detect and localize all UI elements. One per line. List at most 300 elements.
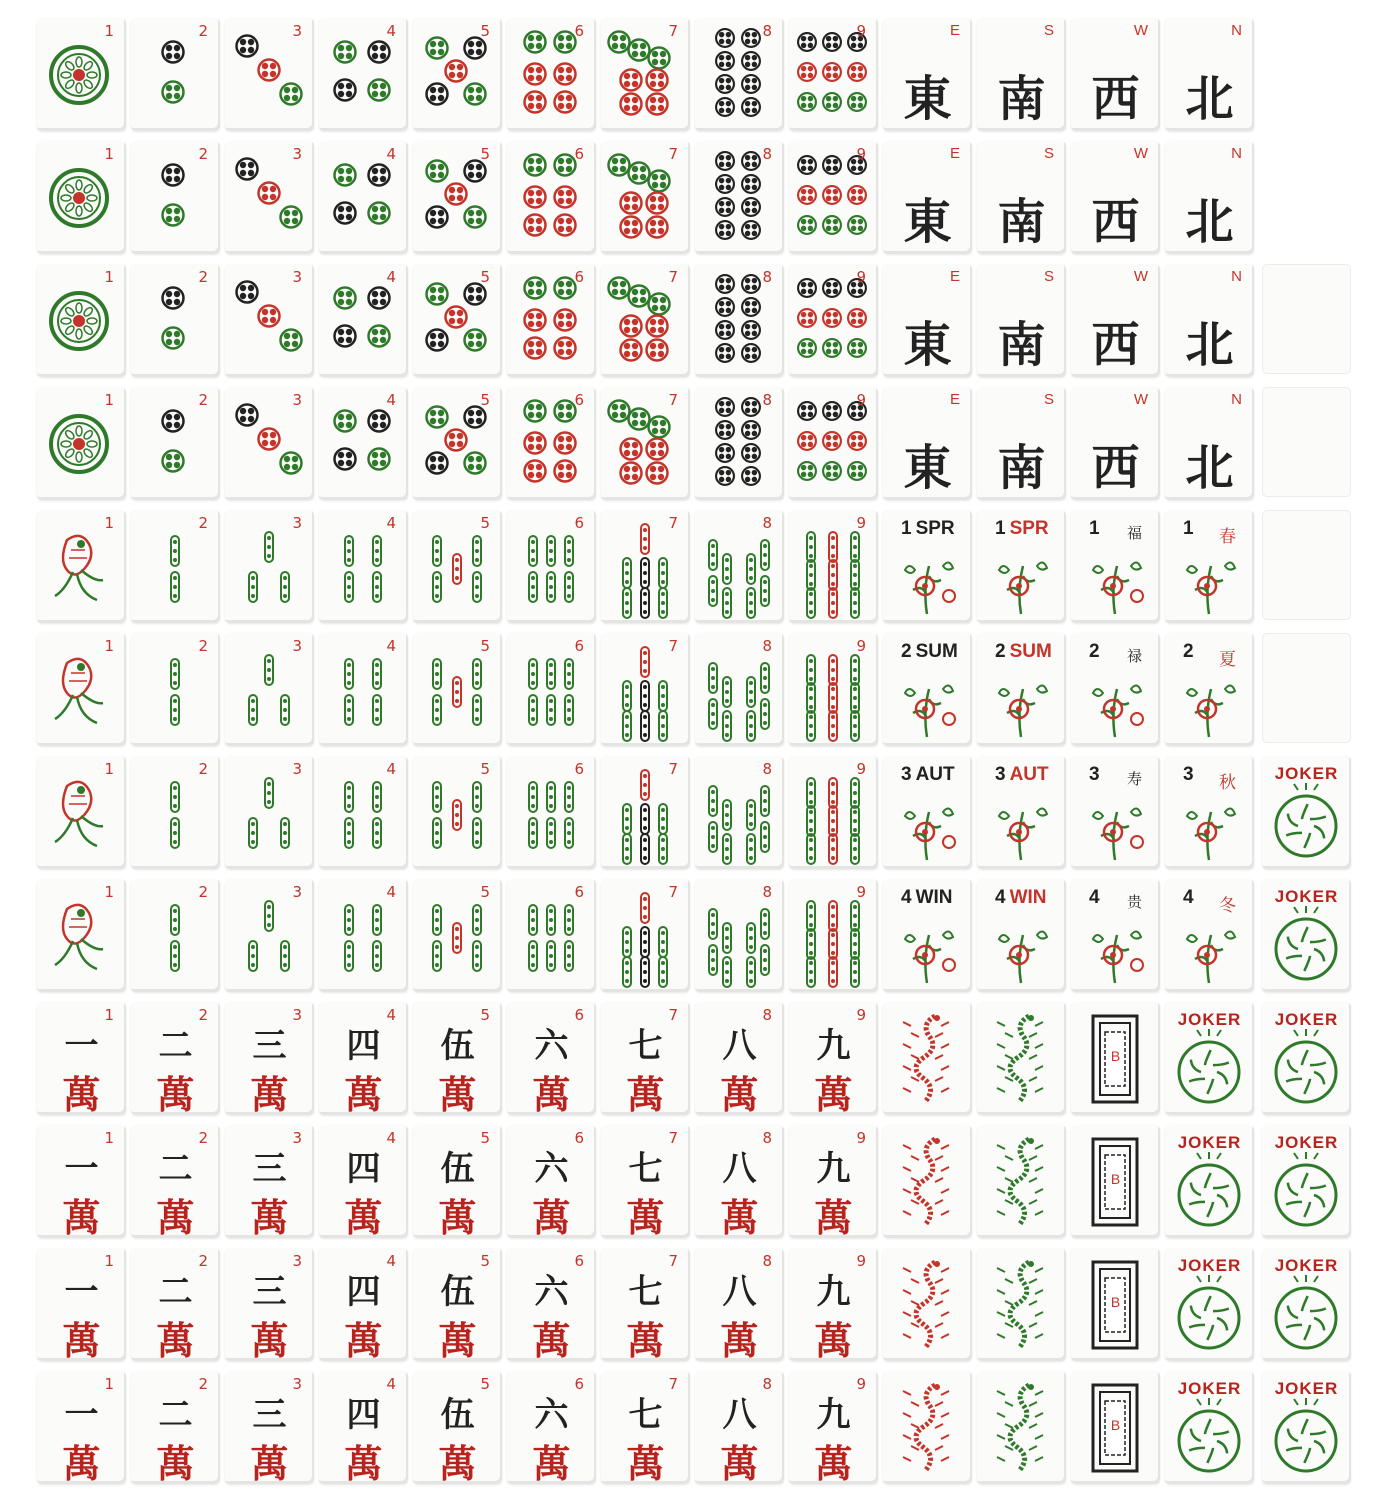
flower-number: 1: [995, 518, 1006, 539]
tile-crak[interactable]: [225, 1371, 314, 1484]
tile-dot[interactable]: [695, 387, 784, 500]
flower-icon: [1165, 756, 1254, 869]
tile-crak[interactable]: [225, 1002, 314, 1115]
tile-bam[interactable]: [225, 879, 314, 992]
wind-letter: S: [1043, 22, 1054, 39]
tile-wind[interactable]: [1165, 264, 1254, 377]
tile-bam[interactable]: [225, 510, 314, 623]
tile-bam[interactable]: [789, 879, 878, 992]
flower-label: [995, 641, 1052, 663]
wind-character: 南: [997, 194, 1046, 250]
tile-number: 2: [198, 883, 208, 901]
crak-wan-character: 萬: [532, 1072, 571, 1115]
tile-number: 4: [386, 1252, 396, 1270]
tile-number: 7: [668, 391, 678, 409]
tile-bam[interactable]: [601, 633, 690, 746]
tile-number: 3: [292, 883, 302, 901]
flower-number: 3: [901, 764, 912, 785]
tile-wind[interactable]: [1071, 141, 1160, 254]
flower-character: 寿: [1126, 770, 1142, 788]
tile-bam[interactable]: [319, 879, 408, 992]
tile-joker[interactable]: [1262, 1002, 1351, 1115]
tile-bam[interactable]: [37, 510, 126, 623]
tile-bam[interactable]: [507, 879, 596, 992]
tile-wind[interactable]: [1071, 264, 1160, 377]
tile-crak[interactable]: [695, 1248, 784, 1361]
tile-joker[interactable]: [1165, 1248, 1254, 1361]
flower-icon: [1165, 510, 1254, 623]
tile-dot[interactable]: [37, 141, 126, 254]
tile-joker[interactable]: [1262, 756, 1351, 869]
tile-crak[interactable]: [695, 1371, 784, 1484]
tile-dot[interactable]: [131, 141, 220, 254]
tile-bam[interactable]: [695, 633, 784, 746]
flower-label: [1089, 764, 1100, 786]
flower-number: 4: [1183, 887, 1194, 908]
tile-wind[interactable]: [977, 141, 1066, 254]
tile-soap[interactable]: [1071, 1248, 1160, 1361]
crak-wan-character: 萬: [720, 1441, 759, 1484]
tile-dot[interactable]: [37, 18, 126, 131]
tile-crak[interactable]: [507, 1002, 596, 1115]
tile-dot[interactable]: [601, 141, 690, 254]
tile-wind[interactable]: [1165, 18, 1254, 131]
tile-dot[interactable]: [319, 18, 408, 131]
flower-character: 禄: [1126, 647, 1142, 665]
tile-dragon[interactable]: [883, 1248, 972, 1361]
tile-dragon[interactable]: [883, 1125, 972, 1238]
crak-wan-character: 萬: [532, 1195, 571, 1238]
tile-number: 4: [386, 391, 396, 409]
tile-dot[interactable]: [413, 264, 502, 377]
joker-label: JOKER: [1274, 887, 1339, 906]
crak-wan-character: 萬: [156, 1318, 195, 1361]
tile-joker[interactable]: [1165, 1125, 1254, 1238]
tile-wind[interactable]: [1071, 387, 1160, 500]
tile-dot[interactable]: [225, 264, 314, 377]
tile-number: 5: [480, 514, 490, 532]
tile-bam[interactable]: [319, 756, 408, 869]
wind-character: 東: [903, 71, 952, 127]
tile-wind[interactable]: [1071, 18, 1160, 131]
tile-flower[interactable]: [1071, 756, 1160, 869]
tile-flower[interactable]: [1165, 879, 1254, 992]
flower-character: 春: [1219, 527, 1236, 547]
tile-bam[interactable]: [789, 510, 878, 623]
tile-bam[interactable]: [131, 633, 220, 746]
tile-number: 3: [292, 514, 302, 532]
tile-dot[interactable]: [225, 141, 314, 254]
tile-dot[interactable]: [601, 264, 690, 377]
tile-number: 8: [762, 268, 772, 286]
red-dragon-icon: [883, 1248, 972, 1361]
tile-number: 3: [292, 760, 302, 778]
tile-dot[interactable]: [319, 141, 408, 254]
tile-number: 2: [198, 145, 208, 163]
tile-number: 9: [856, 1375, 866, 1393]
crak-numeral: 一: [64, 1272, 99, 1312]
tile-number: 8: [762, 1375, 772, 1393]
tile-bam[interactable]: [601, 756, 690, 869]
tile-dot[interactable]: [413, 387, 502, 500]
tile-number: 6: [574, 1375, 584, 1393]
tile-crak[interactable]: [131, 1125, 220, 1238]
tile-wind[interactable]: [883, 141, 972, 254]
tile-number: 9: [856, 883, 866, 901]
crak-numeral: 二: [158, 1395, 193, 1435]
tile-flower[interactable]: [1071, 633, 1160, 746]
tile-crak[interactable]: [413, 1371, 502, 1484]
flower-character: 贵: [1126, 893, 1142, 911]
crak-numeral: 六: [534, 1149, 569, 1189]
tile-bam[interactable]: [601, 879, 690, 992]
flower-icon: [1071, 756, 1160, 869]
tile-crak[interactable]: [319, 1248, 408, 1361]
tile-bam[interactable]: [319, 633, 408, 746]
tile-crak[interactable]: [413, 1248, 502, 1361]
crak-numeral: 九: [816, 1395, 851, 1435]
tile-joker[interactable]: [1165, 1371, 1254, 1484]
tile-crak[interactable]: [789, 1002, 878, 1115]
crak-numeral: 二: [158, 1026, 193, 1066]
tile-dot[interactable]: [319, 387, 408, 500]
tile-crak[interactable]: [37, 1002, 126, 1115]
tile-dot[interactable]: [319, 264, 408, 377]
tile-number: 5: [480, 1129, 490, 1147]
tile-dot[interactable]: [37, 264, 126, 377]
tile-flower[interactable]: [977, 879, 1066, 992]
soap-letter: B: [1110, 1048, 1121, 1064]
tile-joker[interactable]: [1262, 1248, 1351, 1361]
flower-character: 秋: [1219, 773, 1236, 793]
tile-dragon[interactable]: [977, 1002, 1066, 1115]
tile-bam[interactable]: [413, 879, 502, 992]
tile-dot[interactable]: [413, 18, 502, 131]
tile-crak[interactable]: [319, 1125, 408, 1238]
tile-bam[interactable]: [789, 633, 878, 746]
tile-blank[interactable]: [1262, 633, 1351, 743]
tile-dot[interactable]: [131, 264, 220, 377]
tile-bam[interactable]: [131, 756, 220, 869]
wind-letter: N: [1231, 268, 1242, 285]
tile-wind[interactable]: [977, 387, 1066, 500]
tile-bam[interactable]: [131, 510, 220, 623]
tile-number: 9: [856, 1129, 866, 1147]
wind-letter: S: [1043, 268, 1054, 285]
tile-crak[interactable]: [225, 1248, 314, 1361]
crak-numeral: 八: [722, 1395, 757, 1435]
tile-soap[interactable]: [1071, 1125, 1160, 1238]
tile-crak[interactable]: [319, 1002, 408, 1115]
tile-wind[interactable]: [1165, 141, 1254, 254]
wind-letter: E: [949, 22, 960, 39]
tile-number: 2: [198, 391, 208, 409]
tile-dot[interactable]: [601, 18, 690, 131]
tile-crak[interactable]: [37, 1248, 126, 1361]
tile-dragon[interactable]: [977, 1125, 1066, 1238]
tile-dot[interactable]: [601, 387, 690, 500]
red-dragon-icon: [883, 1371, 972, 1484]
crak-numeral: 一: [64, 1395, 99, 1435]
tile-number: 1: [104, 391, 114, 409]
flower-icon: [1165, 633, 1254, 746]
tile-bam[interactable]: [131, 879, 220, 992]
crak-numeral: 九: [816, 1149, 851, 1189]
tile-wind[interactable]: [977, 264, 1066, 377]
tile-bam[interactable]: [695, 510, 784, 623]
tile-crak[interactable]: [507, 1371, 596, 1484]
crak-numeral: 六: [534, 1272, 569, 1312]
tile-joker[interactable]: [1262, 1125, 1351, 1238]
tile-bam[interactable]: [507, 756, 596, 869]
tile-number: 8: [762, 22, 772, 40]
tile-number: 7: [668, 514, 678, 532]
tile-number: 4: [386, 514, 396, 532]
flower-number: 4: [1089, 887, 1100, 908]
crak-wan-character: 萬: [814, 1318, 853, 1361]
tile-dot[interactable]: [507, 141, 596, 254]
tile-number: 6: [574, 268, 584, 286]
tile-number: 7: [668, 883, 678, 901]
tile-joker[interactable]: [1262, 879, 1351, 992]
tile-blank[interactable]: [1262, 510, 1351, 620]
tile-number: 8: [762, 1006, 772, 1024]
season-word: SPR: [915, 518, 955, 539]
wind-letter: E: [949, 145, 960, 162]
tile-crak[interactable]: [507, 1125, 596, 1238]
tile-dot[interactable]: [131, 387, 220, 500]
tile-bam[interactable]: [37, 756, 126, 869]
tile-number: 6: [574, 391, 584, 409]
tile-dot[interactable]: [789, 387, 878, 500]
wind-character: 北: [1185, 71, 1234, 127]
tile-dot[interactable]: [695, 264, 784, 377]
tile-flower[interactable]: [977, 510, 1066, 623]
tile-dragon[interactable]: [883, 1371, 972, 1484]
tile-number: 5: [480, 1006, 490, 1024]
flower-label: [1089, 518, 1100, 540]
tile-flower[interactable]: [883, 510, 972, 623]
soap-letter: B: [1110, 1417, 1121, 1433]
tile-crak[interactable]: [131, 1371, 220, 1484]
tile-flower[interactable]: [1071, 510, 1160, 623]
tile-dot[interactable]: [695, 141, 784, 254]
tile-flower[interactable]: [883, 879, 972, 992]
season-word: SUM: [1009, 641, 1052, 662]
tile-flower[interactable]: [1165, 633, 1254, 746]
tile-number: 1: [104, 1006, 114, 1024]
tile-wind[interactable]: [1165, 387, 1254, 500]
tile-dragon[interactable]: [883, 1002, 972, 1115]
tile-crak[interactable]: [413, 1002, 502, 1115]
crak-wan-character: 萬: [250, 1318, 289, 1361]
tile-number: 7: [668, 637, 678, 655]
tile-crak[interactable]: [319, 1371, 408, 1484]
tile-crak[interactable]: [413, 1125, 502, 1238]
tile-crak[interactable]: [37, 1125, 126, 1238]
tile-number: 7: [668, 1252, 678, 1270]
season-word: AUT: [915, 764, 955, 785]
tile-number: 8: [762, 514, 772, 532]
tile-crak[interactable]: [601, 1248, 690, 1361]
tile-flower[interactable]: [977, 633, 1066, 746]
tile-bam[interactable]: [695, 879, 784, 992]
tile-number: 4: [386, 268, 396, 286]
tile-bam[interactable]: [507, 510, 596, 623]
tile-dot[interactable]: [507, 387, 596, 500]
tile-bam[interactable]: [37, 879, 126, 992]
tile-crak[interactable]: [601, 1371, 690, 1484]
flower-number: 1: [1089, 518, 1100, 539]
flower-label: [1183, 887, 1194, 909]
tile-number: 7: [668, 145, 678, 163]
wind-character: 北: [1185, 194, 1234, 250]
tile-number: 7: [668, 1129, 678, 1147]
flower-number: 4: [995, 887, 1006, 908]
crak-numeral: 九: [816, 1272, 851, 1312]
tile-crak[interactable]: [225, 1125, 314, 1238]
tile-bam[interactable]: [37, 633, 126, 746]
crak-wan-character: 萬: [250, 1441, 289, 1484]
tile-wind[interactable]: [977, 18, 1066, 131]
flower-number: 3: [1183, 764, 1194, 785]
wind-letter: N: [1231, 145, 1242, 162]
tile-blank[interactable]: [1262, 387, 1351, 497]
tile-number: 4: [386, 1006, 396, 1024]
flower-number: 2: [1183, 641, 1194, 662]
tile-number: 6: [574, 1129, 584, 1147]
tile-blank[interactable]: [1262, 264, 1351, 374]
tile-crak[interactable]: [131, 1248, 220, 1361]
tile-number: 3: [292, 22, 302, 40]
tile-bam[interactable]: [413, 510, 502, 623]
tile-number: 4: [386, 145, 396, 163]
tile-bam[interactable]: [225, 756, 314, 869]
tile-wind[interactable]: [883, 387, 972, 500]
tile-crak[interactable]: [789, 1371, 878, 1484]
tile-crak[interactable]: [789, 1125, 878, 1238]
flower-label: [901, 764, 955, 786]
tile-crak[interactable]: [37, 1371, 126, 1484]
tile-dragon[interactable]: [977, 1371, 1066, 1484]
tile-wind[interactable]: [883, 18, 972, 131]
crak-wan-character: 萬: [814, 1441, 853, 1484]
tile-wind[interactable]: [883, 264, 972, 377]
flower-icon: [1071, 633, 1160, 746]
tile-dot[interactable]: [789, 141, 878, 254]
tile-dot[interactable]: [131, 18, 220, 131]
flower-label: [995, 764, 1049, 786]
crak-numeral: 七: [628, 1149, 663, 1189]
tile-bam[interactable]: [789, 756, 878, 869]
soap-letter: B: [1110, 1294, 1121, 1310]
tile-number: 7: [668, 268, 678, 286]
tile-number: 1: [104, 514, 114, 532]
tile-dot[interactable]: [789, 18, 878, 131]
crak-wan-character: 萬: [814, 1195, 853, 1238]
tile-bam[interactable]: [413, 633, 502, 746]
tile-dot[interactable]: [789, 264, 878, 377]
tile-flower[interactable]: [977, 756, 1066, 869]
wind-letter: W: [1133, 145, 1148, 162]
tile-number: 7: [668, 1375, 678, 1393]
tile-dot[interactable]: [507, 264, 596, 377]
tile-number: 9: [856, 22, 866, 40]
flower-label: [995, 887, 1047, 909]
wind-letter: W: [1133, 22, 1148, 39]
tile-number: 9: [856, 760, 866, 778]
tile-bam[interactable]: [413, 756, 502, 869]
tile-soap[interactable]: [1071, 1371, 1160, 1484]
tile-number: 8: [762, 1129, 772, 1147]
tile-dot[interactable]: [37, 387, 126, 500]
joker-label: JOKER: [1274, 1379, 1339, 1398]
tile-dot[interactable]: [413, 141, 502, 254]
tile-bam[interactable]: [507, 633, 596, 746]
tile-bam[interactable]: [695, 756, 784, 869]
tile-soap[interactable]: [1071, 1002, 1160, 1115]
crak-wan-character: 萬: [720, 1318, 759, 1361]
tile-joker[interactable]: [1165, 1002, 1254, 1115]
joker-label: JOKER: [1274, 1010, 1339, 1029]
tile-bam[interactable]: [319, 510, 408, 623]
tile-number: 2: [198, 637, 208, 655]
tile-dragon[interactable]: [977, 1248, 1066, 1361]
crak-numeral: 六: [534, 1395, 569, 1435]
tile-crak[interactable]: [507, 1248, 596, 1361]
tile-number: 8: [762, 145, 772, 163]
green-dragon-icon: [977, 1248, 1066, 1361]
crak-numeral: 八: [722, 1272, 757, 1312]
tile-number: 2: [198, 514, 208, 532]
tile-crak[interactable]: [131, 1002, 220, 1115]
flower-icon: [1165, 879, 1254, 992]
tile-flower[interactable]: [1165, 756, 1254, 869]
tile-dot[interactable]: [225, 387, 314, 500]
crak-numeral: 三: [252, 1272, 287, 1312]
wind-character: 南: [997, 71, 1046, 127]
tile-dot[interactable]: [695, 18, 784, 131]
tile-number: 1: [104, 883, 114, 901]
tile-crak[interactable]: [695, 1002, 784, 1115]
tile-bam[interactable]: [225, 633, 314, 746]
tile-number: 2: [198, 1252, 208, 1270]
tile-flower[interactable]: [1165, 510, 1254, 623]
tile-flower[interactable]: [883, 756, 972, 869]
tile-flower[interactable]: [883, 633, 972, 746]
crak-numeral: 三: [252, 1149, 287, 1189]
tile-dot[interactable]: [225, 18, 314, 131]
flower-number: 1: [1183, 518, 1194, 539]
tile-crak[interactable]: [601, 1125, 690, 1238]
tile-number: 3: [292, 1252, 302, 1270]
crak-numeral: 三: [252, 1026, 287, 1066]
tile-crak[interactable]: [789, 1248, 878, 1361]
green-dragon-icon: [977, 1371, 1066, 1484]
crak-numeral: 七: [628, 1026, 663, 1066]
tile-flower[interactable]: [1071, 879, 1160, 992]
tile-bam[interactable]: [601, 510, 690, 623]
tile-joker[interactable]: [1262, 1371, 1351, 1484]
tile-crak[interactable]: [695, 1125, 784, 1238]
tile-number: 8: [762, 637, 772, 655]
tile-number: 6: [574, 22, 584, 40]
tile-dot[interactable]: [507, 18, 596, 131]
tile-number: 5: [480, 760, 490, 778]
tile-number: 9: [856, 268, 866, 286]
tile-crak[interactable]: [601, 1002, 690, 1115]
tile-number: 1: [104, 1375, 114, 1393]
